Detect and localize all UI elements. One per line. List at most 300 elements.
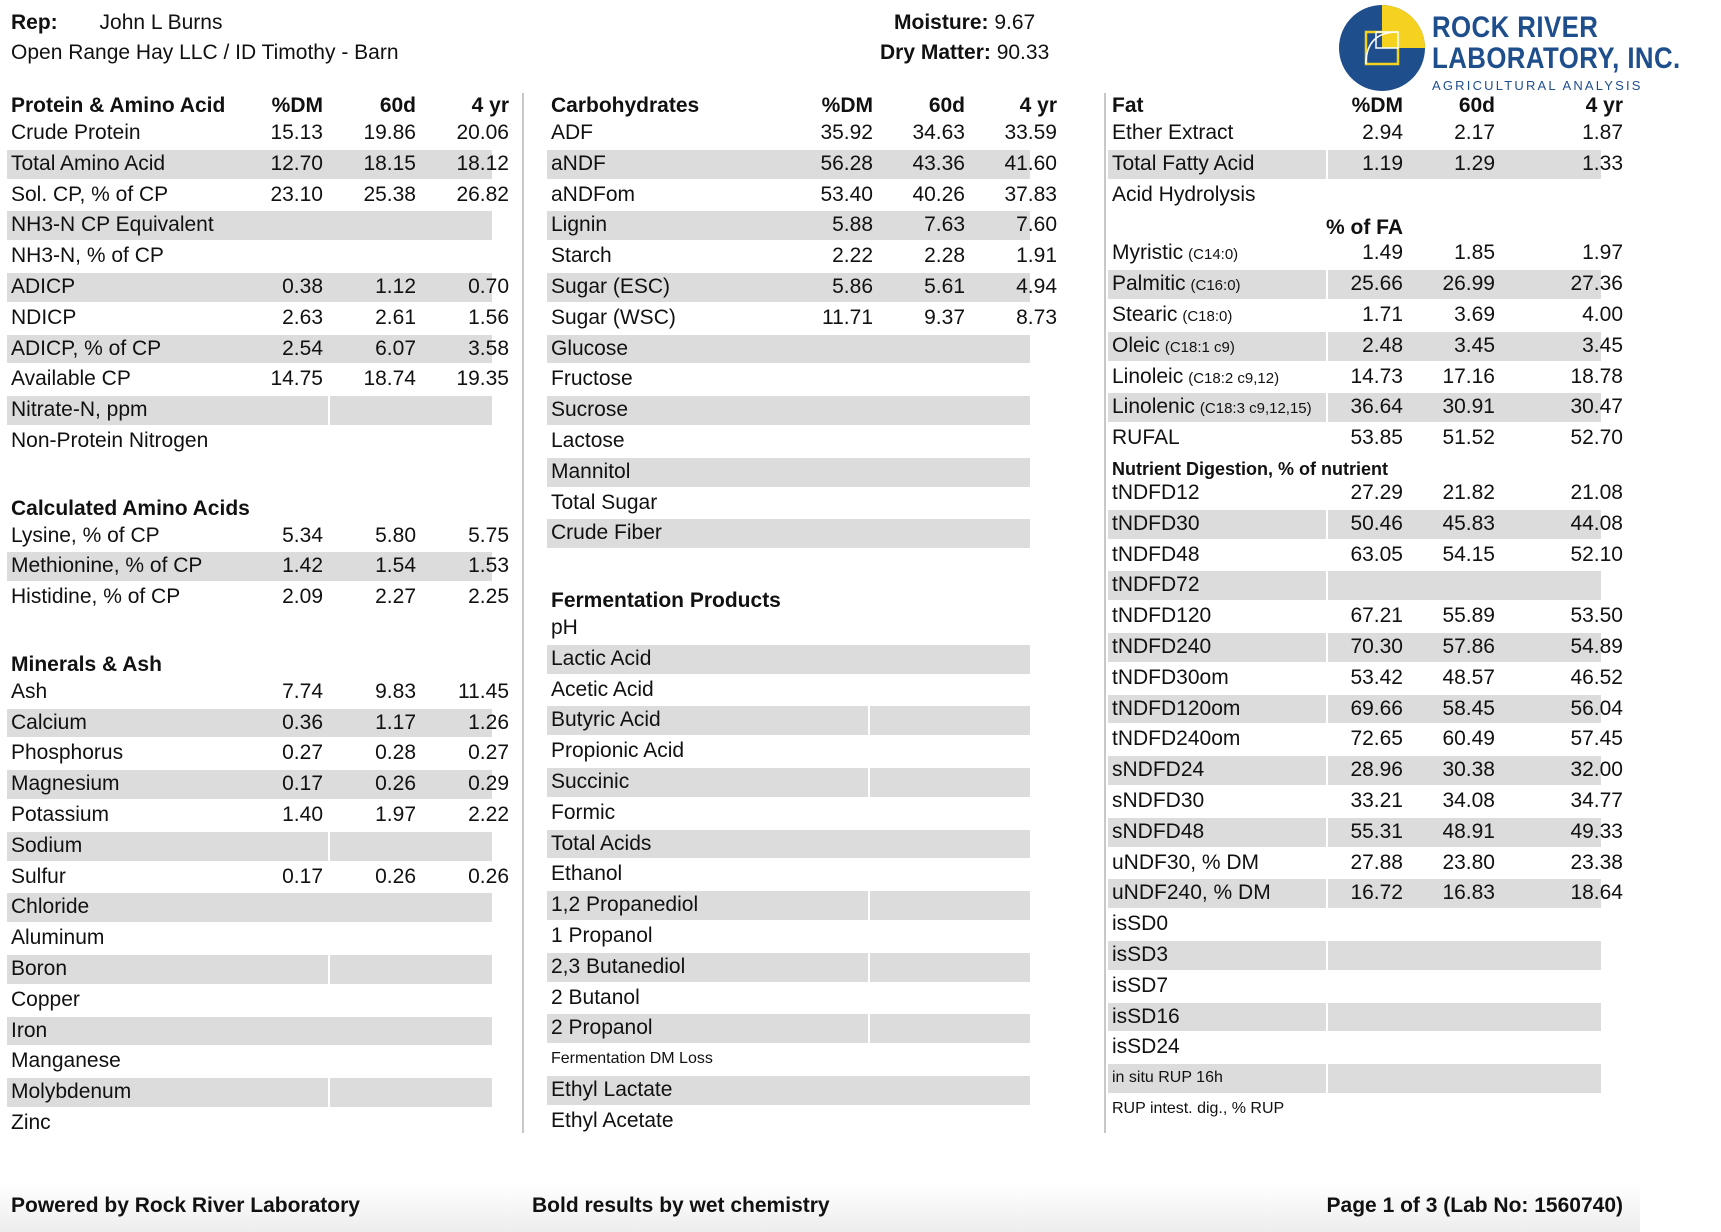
row-label-text: sNDFD48 (1112, 819, 1205, 843)
value-dm: 72.65 (1350, 727, 1403, 751)
row-label (1112, 1094, 1284, 1125)
row-label-text: Succinic (551, 769, 630, 793)
table-row-tndfd240om (1108, 724, 1628, 755)
table-row-rup-intest-dig-rup (1108, 1094, 1628, 1125)
row-label (11, 210, 214, 241)
row-label-text: Fructose (551, 367, 633, 391)
value-dm: 1.42 (282, 554, 323, 578)
row-label-text: Lignin (551, 213, 608, 237)
row-label (11, 1108, 51, 1139)
table-row-calcium (7, 708, 519, 739)
rep-label: Rep: (11, 11, 58, 34)
row-label (1112, 118, 1233, 149)
row-label (1112, 755, 1204, 786)
value-60d: 5.80 (375, 523, 416, 547)
row-label (11, 149, 165, 180)
row-label (11, 738, 123, 769)
row-label-text: Crude Fiber (551, 521, 662, 545)
row-label-text: tNDFD240om (1112, 727, 1241, 751)
value-dm: 2.63 (282, 305, 323, 329)
table-row-iron (7, 1016, 519, 1047)
row-label-text: Butyric Acid (551, 708, 661, 732)
table-row-lysine-of-cp (7, 521, 519, 552)
value-60d: 25.38 (363, 182, 416, 206)
row-label (11, 1016, 47, 1047)
value-60d: 2.28 (924, 244, 965, 268)
row-label-text: Minerals & Ash (11, 652, 162, 676)
table-row-tndfd30 (1108, 509, 1628, 540)
value-60d: 19.86 (363, 121, 416, 144)
value-60d: 60.49 (1442, 727, 1495, 751)
value-dm: 55.31 (1350, 819, 1403, 843)
row-label-text: Ethyl Lactate (551, 1077, 673, 1101)
value-60d: 1.54 (375, 554, 416, 578)
table-row-acetic-acid (547, 675, 1057, 706)
row-label (551, 180, 635, 211)
row-shading (330, 396, 492, 425)
row-shading (7, 1017, 492, 1046)
row-label (11, 892, 89, 923)
row-label (1112, 786, 1204, 817)
row-label-text: Total Acids (551, 831, 652, 855)
row-label (11, 118, 141, 149)
row-label (1112, 93, 1144, 118)
row-label (551, 1013, 653, 1044)
footer-page-number: Page 1 of 3 (Lab No: 1560740) (1326, 1194, 1623, 1217)
value-dm: 63.05 (1350, 542, 1403, 566)
row-label (551, 1106, 674, 1137)
table-row-2-3-butanediol (547, 952, 1057, 983)
row-label-text: Ethanol (551, 862, 623, 886)
row-label-text: Molybdenum (11, 1080, 132, 1104)
value-60d: 16.83 (1442, 881, 1495, 905)
table-row-tndfd30om (1108, 663, 1628, 694)
value-dm: 5.34 (282, 523, 323, 547)
row-label (551, 426, 625, 457)
row-label (11, 1046, 121, 1077)
row-label (551, 395, 628, 426)
row-label-text: Palmitic (1112, 272, 1186, 296)
value-60d: 0.26 (375, 772, 416, 796)
value-4yr: 23.38 (1570, 850, 1623, 874)
row-label-text: tNDFD72 (1112, 573, 1200, 597)
row-label-text: tNDFD30om (1112, 665, 1229, 689)
row-label-text: Boron (11, 956, 68, 980)
value-60d: 6.07 (375, 336, 416, 360)
row-shading (870, 706, 1030, 735)
row-label-text: Ash (11, 679, 48, 703)
table-row-histidine-of-cp (7, 582, 519, 613)
value-4yr: 1.97 (1582, 241, 1623, 265)
row-label-text: Glucose (551, 336, 629, 360)
row-label (11, 93, 225, 118)
logo-text (1432, 12, 1721, 93)
section-header (1108, 93, 1628, 118)
value-dm: 0.17 (282, 772, 323, 796)
column-header: 60d (928, 94, 965, 117)
table-row-tndfd12 (1108, 478, 1628, 509)
row-label (551, 829, 651, 860)
row-label-text: Carbohydrates (551, 94, 700, 117)
value-4yr: 18.64 (1570, 881, 1623, 905)
value-60d: 23.80 (1442, 850, 1495, 874)
value-4yr: 20.06 (456, 121, 509, 144)
fa-subheader (1108, 210, 1628, 238)
row-label-text: Myristic (1112, 241, 1184, 265)
row-label (1112, 478, 1200, 509)
value-60d: 51.52 (1442, 426, 1495, 450)
row-label-text: Ethyl Acetate (551, 1108, 674, 1132)
table-row-butyric-acid (547, 705, 1057, 736)
value-4yr: 1.91 (1016, 244, 1057, 268)
carbohydrates-fermentation-column (547, 93, 1057, 1137)
row-label (1112, 570, 1200, 601)
row-label (11, 272, 75, 303)
value-dm: 28.96 (1350, 758, 1403, 782)
table-row-undf30-dm (1108, 848, 1628, 879)
table-row-ethyl-lactate (547, 1075, 1057, 1106)
row-label-text: ADICP, % of CP (11, 336, 162, 360)
row-label (11, 364, 131, 395)
table-row-phosphorus (7, 738, 519, 769)
value-60d: 2.27 (375, 585, 416, 609)
row-label (11, 496, 250, 521)
row-label (551, 488, 657, 519)
row-label-text: Nitrate-N, ppm (11, 398, 148, 422)
row-label (1112, 362, 1279, 395)
column-header: %DM (271, 94, 323, 117)
table-row-ndicp (7, 303, 519, 334)
table-row-aluminum (7, 923, 519, 954)
table-row-non-protein-nitrogen (7, 426, 519, 457)
row-shading (330, 955, 492, 984)
value-60d: 26.99 (1442, 272, 1495, 296)
row-label-text: tNDFD120 (1112, 604, 1212, 628)
row-label (551, 983, 640, 1014)
row-label (551, 303, 676, 334)
row-label-text: Aluminum (11, 926, 105, 950)
value-4yr: 56.04 (1570, 696, 1623, 720)
rep-name: John L Burns (99, 11, 223, 34)
value-dm: 0.27 (282, 741, 323, 765)
value-4yr: 26.82 (456, 182, 509, 206)
row-label (11, 582, 180, 613)
value-dm: 27.29 (1350, 480, 1403, 504)
protein-minerals-column (7, 93, 519, 1139)
column-divider (522, 93, 524, 1133)
value-4yr: 0.29 (468, 772, 509, 796)
value-dm: 14.75 (270, 367, 323, 391)
value-60d: 57.86 (1442, 634, 1495, 658)
value-4yr: 1.53 (468, 554, 509, 578)
value-4yr: 1.56 (468, 305, 509, 329)
value-dm: 0.17 (282, 864, 323, 888)
value-dm: 7.74 (282, 679, 323, 703)
table-row-rufal (1108, 423, 1628, 454)
table-row-ash (7, 677, 519, 708)
row-shading (1328, 571, 1601, 600)
row-label (1112, 149, 1254, 180)
row-shading (1328, 1003, 1601, 1032)
value-dm: 2.09 (282, 585, 323, 609)
table-row-issd3 (1108, 940, 1628, 971)
value-4yr: 0.26 (468, 864, 509, 888)
column-header: %DM (1351, 94, 1403, 117)
value-dm: 36.64 (1350, 395, 1403, 419)
value-60d: 3.45 (1454, 333, 1495, 357)
row-label-text: Oleic (1112, 333, 1160, 357)
value-dm: 67.21 (1350, 604, 1403, 628)
value-4yr: 37.83 (1004, 182, 1057, 206)
fatty-acid-code: (C18:0) (1182, 307, 1233, 325)
row-label (11, 800, 109, 831)
value-4yr: 33.59 (1004, 121, 1057, 144)
row-label (1112, 817, 1204, 848)
table-row-manganese (7, 1046, 519, 1077)
logo-emblem-icon (1336, 2, 1432, 92)
table-row-formic (547, 798, 1057, 829)
row-label (1112, 909, 1168, 940)
row-label-text: isSD16 (1112, 1004, 1180, 1028)
row-label (1112, 971, 1168, 1002)
rock-river-logo (1336, 2, 1681, 94)
value-4yr: 2.22 (468, 802, 509, 826)
row-label (11, 677, 47, 708)
fatty-acid-code: (C18:3 c9,12,15) (1199, 400, 1312, 418)
row-shading (1328, 1064, 1601, 1093)
value-60d: 55.89 (1442, 604, 1495, 628)
row-label (11, 923, 104, 954)
row-label (1112, 848, 1259, 879)
value-60d: 1.12 (375, 274, 416, 298)
row-label (1112, 300, 1232, 333)
row-label-text: Formic (551, 800, 616, 824)
value-4yr: 18.78 (1570, 364, 1623, 388)
value-dm: 0.38 (282, 274, 323, 298)
value-60d: 9.83 (375, 679, 416, 703)
table-row-sndfd30 (1108, 786, 1628, 817)
row-label-text: tNDFD120om (1112, 696, 1241, 720)
value-dm: 5.88 (832, 213, 873, 237)
row-label-text: Manganese (11, 1049, 121, 1073)
moisture-value: 9.67 (994, 11, 1036, 34)
row-label (551, 457, 630, 488)
row-label-text: Sugar (ESC) (551, 274, 671, 298)
table-row-tndfd120om (1108, 694, 1628, 725)
table-row-issd16 (1108, 1002, 1628, 1033)
table-row-crude-fiber (547, 518, 1057, 549)
value-dm: 11.71 (822, 305, 873, 329)
value-dm: 25.66 (1350, 272, 1403, 296)
row-label-text: RUFAL (1112, 426, 1180, 450)
table-row-tndfd240 (1108, 632, 1628, 663)
row-label-text: Magnesium (11, 772, 120, 796)
row-label (551, 241, 612, 272)
row-label-text: Stearic (1112, 302, 1178, 326)
row-label (551, 93, 699, 118)
value-dm: 0.36 (282, 710, 323, 734)
row-shading (870, 1014, 1030, 1043)
value-dm: 53.40 (820, 182, 873, 206)
value-dm: 56.28 (820, 151, 873, 175)
table-row-starch (547, 241, 1057, 272)
row-shading (330, 1078, 492, 1107)
row-label (551, 736, 684, 767)
table-row-zinc (7, 1108, 519, 1139)
value-4yr: 54.89 (1570, 634, 1623, 658)
value-4yr: 34.77 (1570, 788, 1623, 812)
table-row-tndfd72 (1108, 570, 1628, 601)
value-4yr: 1.87 (1582, 121, 1623, 144)
table-row-linolenic (1108, 392, 1628, 423)
value-60d: 17.16 (1442, 364, 1495, 388)
table-row-myristic (1108, 238, 1628, 269)
row-label-text: RUP intest. dig., % RUP (1112, 1099, 1285, 1117)
row-shading (330, 832, 492, 861)
value-4yr: 4.00 (1582, 302, 1623, 326)
table-row-total-amino-acid (7, 149, 519, 180)
table-row-adicp-of-cp (7, 334, 519, 365)
value-4yr: 8.73 (1016, 305, 1057, 329)
row-label (551, 149, 606, 180)
footer-note: Bold results by wet chemistry (532, 1194, 830, 1217)
table-row-magnesium (7, 769, 519, 800)
row-label-text: Potassium (11, 802, 110, 826)
fatty-acid-code: (C18:1 c9) (1164, 338, 1235, 356)
row-label (551, 1075, 672, 1106)
row-label (1112, 331, 1235, 364)
row-label-text: Total Amino Acid (11, 151, 166, 175)
row-label-text: Sugar (WSC) (551, 305, 676, 329)
table-row-sugar-esc (547, 272, 1057, 303)
row-label (11, 334, 161, 365)
value-dm: 35.92 (820, 121, 873, 144)
value-4yr: 11.45 (458, 679, 509, 703)
logo-line2: LABORATORY, INC. (1432, 42, 1681, 75)
dry-matter-value: 90.33 (996, 41, 1050, 64)
value-4yr: 53.50 (1570, 604, 1623, 628)
value-dm: 15.13 (270, 121, 323, 144)
row-label-text: Ether Extract (1112, 121, 1234, 144)
value-60d: 48.91 (1442, 819, 1495, 843)
row-shading (870, 768, 1030, 797)
value-4yr: 18.12 (456, 151, 509, 175)
row-label (11, 551, 202, 582)
table-row-sulfur (7, 862, 519, 893)
row-label-text: Zinc (11, 1110, 51, 1134)
row-label (551, 798, 615, 829)
fat-digestion-column (1108, 93, 1628, 1125)
row-label-text: isSD7 (1112, 973, 1169, 997)
spacer (7, 457, 519, 488)
table-row-andf (547, 149, 1057, 180)
row-label (11, 652, 162, 677)
table-row-andfom (547, 180, 1057, 211)
row-label (551, 890, 698, 921)
table-row-tndfd48 (1108, 540, 1628, 571)
row-label-text: Histidine, % of CP (11, 585, 181, 609)
row-label (11, 954, 67, 985)
value-4yr: 52.70 (1570, 426, 1623, 450)
row-label-text: Total Sugar (551, 490, 658, 514)
row-label (551, 210, 607, 241)
section-subheader (7, 496, 519, 521)
table-row-chloride (7, 892, 519, 923)
row-label-text: pH (551, 615, 578, 639)
row-label-text: Sucrose (551, 398, 629, 422)
row-label-text: Calculated Amino Acids (11, 496, 250, 520)
table-row-nh3-n-of-cp (7, 241, 519, 272)
row-label-text: Starch (551, 244, 612, 268)
table-row-2-propanol (547, 1013, 1057, 1044)
table-row-molybdenum (7, 1077, 519, 1108)
row-label-text: Total Fatty Acid (1112, 151, 1255, 175)
value-60d: 3.69 (1454, 302, 1495, 326)
column-header: %DM (821, 94, 873, 117)
value-4yr: 3.58 (468, 336, 509, 360)
table-row-adf (547, 118, 1057, 149)
row-label-text: Sol. CP, % of CP (11, 182, 169, 206)
value-4yr: 7.60 (1016, 213, 1057, 237)
value-dm: 53.42 (1350, 665, 1403, 689)
row-shading (870, 953, 1030, 982)
row-label (551, 921, 653, 952)
row-label-text: aNDF (551, 151, 606, 175)
value-60d: 0.26 (375, 864, 416, 888)
value-4yr: 0.27 (468, 741, 509, 765)
value-60d: 2.17 (1454, 121, 1495, 144)
row-label-text: isSD24 (1112, 1035, 1180, 1059)
table-row-in-situ-rup-16h (1108, 1063, 1628, 1094)
row-label-text: tNDFD48 (1112, 542, 1200, 566)
row-label-text: Fermentation Products (551, 588, 781, 612)
table-row-fermentation-dm-loss (547, 1044, 1057, 1075)
row-label (551, 952, 685, 983)
table-row-1-2-propanediol (547, 890, 1057, 921)
value-dm: 2.22 (832, 244, 873, 268)
table-row-total-acids (547, 829, 1057, 860)
value-60d: 1.17 (375, 710, 416, 734)
value-dm: 1.49 (1362, 241, 1403, 265)
column-header: 4 yr (1019, 94, 1057, 117)
row-label-text: 1,2 Propanediol (551, 893, 699, 917)
section-header (7, 93, 519, 118)
footer-powered-by: Powered by Rock River Laboratory (11, 1194, 360, 1217)
fatty-acid-code: (C16:0) (1190, 277, 1241, 295)
dry-matter-label: Dry Matter: (880, 41, 991, 64)
row-label (1112, 601, 1211, 632)
table-row-sndfd24 (1108, 755, 1628, 786)
value-60d: 43.36 (912, 151, 965, 175)
row-label (551, 859, 622, 890)
section-header (547, 93, 1057, 118)
table-row-2-butanol (547, 983, 1057, 1014)
table-row-adicp (7, 272, 519, 303)
row-label (551, 675, 654, 706)
table-row-tndfd120 (1108, 601, 1628, 632)
row-label (551, 644, 651, 675)
row-label (1112, 423, 1180, 454)
value-4yr: 32.00 (1570, 758, 1623, 782)
row-label (1112, 1002, 1180, 1033)
row-label-text: Available CP (11, 367, 131, 391)
table-row-ethyl-acetate (547, 1106, 1057, 1137)
row-label-text: Calcium (11, 710, 87, 734)
row-label (551, 1044, 713, 1075)
row-label-text: aNDFom (551, 182, 636, 206)
value-4yr: 46.52 (1570, 665, 1623, 689)
rep-line (11, 11, 222, 35)
